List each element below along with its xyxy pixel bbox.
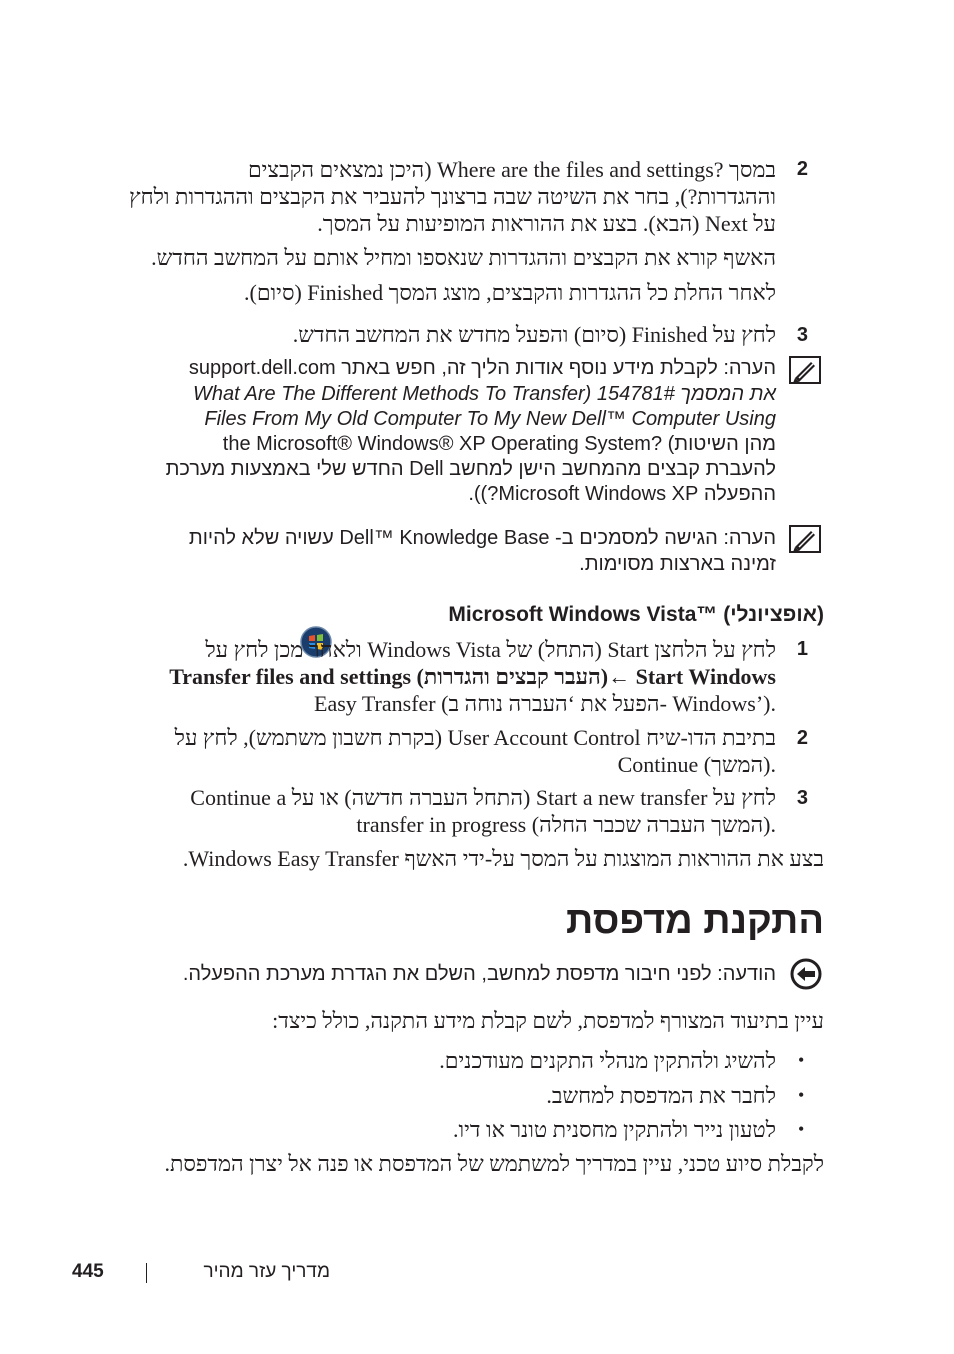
step-2-line-3: על Next (הבא). בצע את ההוראות המופיעות על המסך. <box>317 211 776 236</box>
note-1-line-2: את המסמך 154781# (What Are The Different Methods To Transfer <box>193 383 776 405</box>
bullet-item: לחבר את המדפסת למחשב. <box>546 1083 776 1108</box>
vista-follow-text: בצע את ההוראות המוצגות על המסך על-ידי האשף Windows Easy Transfer. <box>182 846 824 871</box>
notice-icon <box>790 958 822 995</box>
step-3-text: לחץ על Finished (סיום) והפעל מחדש את המחשב החדש. <box>292 322 776 347</box>
bullet-dot: • <box>798 1050 805 1070</box>
bullet-dot: • <box>798 1085 805 1105</box>
note-1-line-4: the Microsoft® Windows® XP Operating System? (מהן השיטות <box>222 433 776 455</box>
step-number: 3 <box>796 324 808 346</box>
vista-step-3-line-1: לחץ על Start a new transfer (התחל העברה חדשה) או על Continue a <box>190 785 776 810</box>
step-2-line-1: במסך ?Where are the files and settings (היכן נמצאים הקבצים <box>247 157 776 182</box>
step-number: 2 <box>796 158 808 180</box>
vista-step-1-line-3: Easy Transfer (הפעל את ‘העברה נוחה ב- Windows’). <box>314 691 776 716</box>
section-title: התקנת מדפסת <box>565 900 824 942</box>
note-1-line-3: Files From My Old Computer To My New Dell™ Computer Using <box>204 408 776 430</box>
step-2-paragraph-2: האשף קורא את הקבצים וההגדרות שנאספו ומחיל אותם על המחשב החדש. <box>151 245 776 270</box>
note-2-line-1: הערה: הגישה למסמכים ב- Dell™ Knowledge Base עשויה שלא להיות <box>188 527 776 549</box>
note-1-line-1: הערה: לקבלת מידע נוסף אודות הליך זה, חפש באתר support.dell.com <box>188 357 776 379</box>
vista-step-3-line-2: transfer in progress (המשך העברה שכבר החלה). <box>356 812 776 837</box>
footer-title: מדריך עזר מהיר <box>203 1261 330 1282</box>
support-text: לקבלת סיוע טכני, עיין במדריך למשתמש של המדפסת או פנה אל יצרן המדפסת. <box>164 1151 824 1176</box>
step-number: 2 <box>796 727 808 749</box>
footer-divider <box>146 1263 147 1283</box>
bullet-dot: • <box>798 1119 805 1139</box>
page-number: 445 <box>72 1261 104 1282</box>
note-pencil-icon <box>789 356 821 389</box>
bullet-item: להשיג ולהתקין מנהלי התקנים מעודכנים. <box>439 1048 776 1073</box>
note-2-line-2: זמינה בארצות מסוימות. <box>579 553 776 575</box>
printer-intro: עיין בתיעוד המצורף למדפסת, לשם קבלת מידע התקנה, כולל כיצד: <box>272 1008 824 1033</box>
vista-step-1-line-1: לחץ על הלחצן Start (התחל) של Windows Vista ולאחר מכן לחץ על <box>205 637 776 662</box>
note-pencil-icon <box>789 525 821 558</box>
note-1-line-6: ההפעלה Microsoft Windows XP?)). <box>468 483 776 505</box>
note-1-line-5: להעברת קבצים מהמחשב הישן למחשב Dell החדש שלי באמצעות מערכת <box>165 458 776 480</box>
step-2-paragraph-3: לאחר החלת כל ההגדרות והקבצים, מוצג המסך Finished (סיום). <box>244 280 776 305</box>
step-number: 1 <box>796 638 808 660</box>
step-number: 3 <box>796 787 808 809</box>
step-2-line-2: וההגדרות?), בחר את השיטה שבה ברצונך להעביר את הקבצים וההגדרות ולחץ <box>129 184 776 209</box>
notice-text: הודעה: לפני חיבור מדפסת למחשב, השלם את הגדרת מערכת ההפעלה. <box>182 963 776 985</box>
vista-heading: Microsoft Windows Vista™ (אופציונלי) <box>448 603 824 626</box>
vista-step-2-line-1: בתיבת הדו-שיח User Account Control (בקרת חשבון משתמש), לחץ על <box>174 725 776 750</box>
vista-step-2-line-2: Continue (המשך). <box>617 752 776 777</box>
bullet-item: לטעון נייר ולהתקין מחסנית טונר או דיו. <box>452 1117 776 1142</box>
vista-step-1-line-2: Transfer files and settings (העבר קבצים והגדרות)← Start Windows <box>169 664 776 689</box>
